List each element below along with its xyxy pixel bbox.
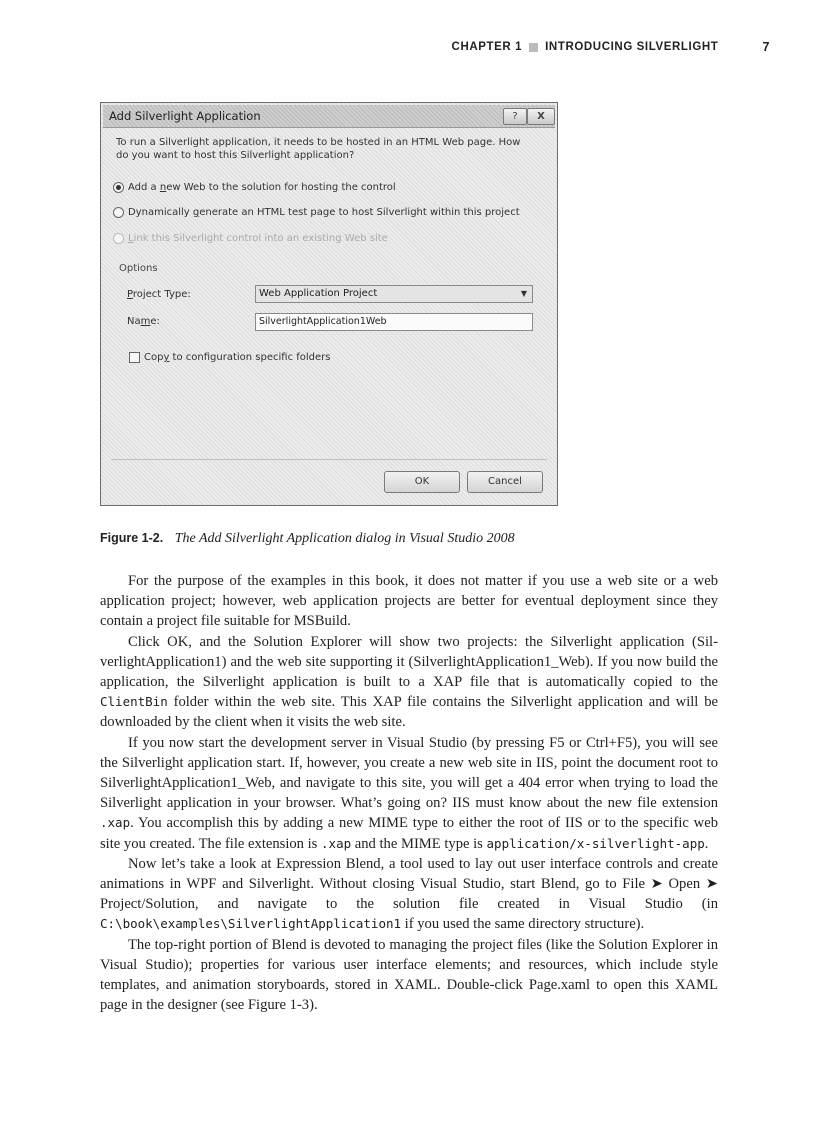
- project-type-label: Project Type:: [127, 289, 191, 300]
- inline-code: ClientBin: [100, 694, 168, 710]
- paragraph: If you now start the development server in Visual Studio (by pressing F5 or Ctrl+F5), you will see the Silverlight application start. If, however, you create a new web site in IIS, point the document root to SilverlightApplication1_Web, and navigate to this site, you will get a 404 error when trying to load the Silverlight application in your browser. What’s going on? IIS must know about the new file extension .xap. You accomplish this by adding a new MIME type to either the root of IIS or to the specific web site you created. The file extension is .xap and the MIME type is application/x-silverlight-app.: [100, 734, 718, 852]
- paragraph: Now let’s take a look at Expression Blend, a tool used to lay out user interface controls and create animations in WPF and Silverlight. Without closing Visual Studio, start Blend, go to File ➤ Open ➤ Project/Solution, and navigate to the solution file created in Visual Studio (in C:\book\examples\SilverlightApplication1 if you used the same directory structure).: [100, 855, 718, 933]
- dialog-title: Add Silverlight Application: [109, 109, 261, 123]
- options-group-label: Options: [119, 263, 158, 274]
- radio-generate-test-page-label: Dynamically generate an HTML test page to host Silverlight within this project: [128, 207, 520, 218]
- inline-code: .xap: [321, 835, 352, 851]
- project-type-value: Web Application Project: [259, 288, 378, 299]
- copy-config-checkbox[interactable]: [129, 352, 140, 363]
- radio-add-new-web-label: Add a new Web to the solution for hosting the control: [128, 182, 396, 193]
- paragraph: Click OK, and the Solution Explorer will show two projects: the Silverlight application (SilverlightApplication1) and the web site supporting it (SilverlightApplication1_Web). If you now build the application, the Silverlight application is built to a XAP file that is automatically copied to the ClientBin folder within the web site. This XAP file contains the Silverlight application and will be downloaded by the client when it visits the web site.: [100, 633, 718, 731]
- radio-unchecked-icon[interactable]: [113, 207, 124, 218]
- radio-link-existing-site-label: Link this Silverlight control into an existing Web site: [128, 233, 388, 244]
- inline-code: C:\book\examples\SilverlightApplication1: [100, 916, 402, 932]
- close-button[interactable]: X: [527, 108, 555, 125]
- radio-link-existing-site: [113, 233, 388, 244]
- name-label: Name:: [127, 316, 160, 327]
- copy-config-checkbox-row[interactable]: [129, 352, 330, 363]
- inline-code: .xap: [100, 815, 131, 831]
- paragraph: The top-right portion of Blend is devoted to managing the project files (like the Solution Explorer in Visual Studio); properties for various user interface elements; and resources, which include style templates, and animation storyboards, stored in XAML. Double-click Page.xaml to open this XAML page in the designer (see Figure 1-3).: [100, 936, 718, 1014]
- chapter-title: INTRODUCING SILVERLIGHT: [545, 41, 719, 53]
- inline-code: application/x-silverlight-app: [486, 835, 705, 851]
- cancel-button[interactable]: Cancel: [467, 471, 543, 493]
- help-button[interactable]: ?: [503, 108, 527, 125]
- radio-checked-icon[interactable]: [113, 182, 124, 193]
- figure-label: Figure 1-2.: [100, 531, 164, 545]
- body-text: [100, 571, 718, 1015]
- page-number: 7: [762, 40, 770, 54]
- name-input[interactable]: SilverlightApplication1Web: [255, 313, 533, 331]
- chevron-down-icon[interactable]: ▼: [520, 289, 527, 298]
- chapter-label: CHAPTER 1: [451, 41, 523, 53]
- figure-caption: [100, 531, 515, 547]
- dialog-intro-text: To run a Silverlight application, it needs to be hosted in an HTML Web page. How do you want to host this Silverlight application?: [116, 137, 521, 161]
- ok-button[interactable]: OK: [384, 471, 460, 493]
- separator-square-icon: [529, 43, 538, 52]
- copy-config-label: Copy to configuration specific folders: [144, 352, 331, 363]
- running-header: [100, 40, 770, 54]
- radio-disabled-icon: [113, 233, 124, 244]
- figure-caption-text: The Add Silverlight Application dialog in Visual Studio 2008: [174, 531, 515, 546]
- dialog-titlebar: [103, 105, 555, 128]
- dialog-divider: [111, 459, 547, 460]
- radio-generate-test-page[interactable]: [113, 207, 520, 218]
- project-type-select[interactable]: [255, 285, 533, 303]
- radio-add-new-web[interactable]: [113, 182, 396, 193]
- paragraph: For the purpose of the examples in this book, it does not matter if you use a web site or a web application project; however, web application projects are better for eventual deployment since they contain a project file suitable for MSBuild.: [100, 573, 718, 630]
- add-silverlight-application-dialog: [100, 102, 558, 506]
